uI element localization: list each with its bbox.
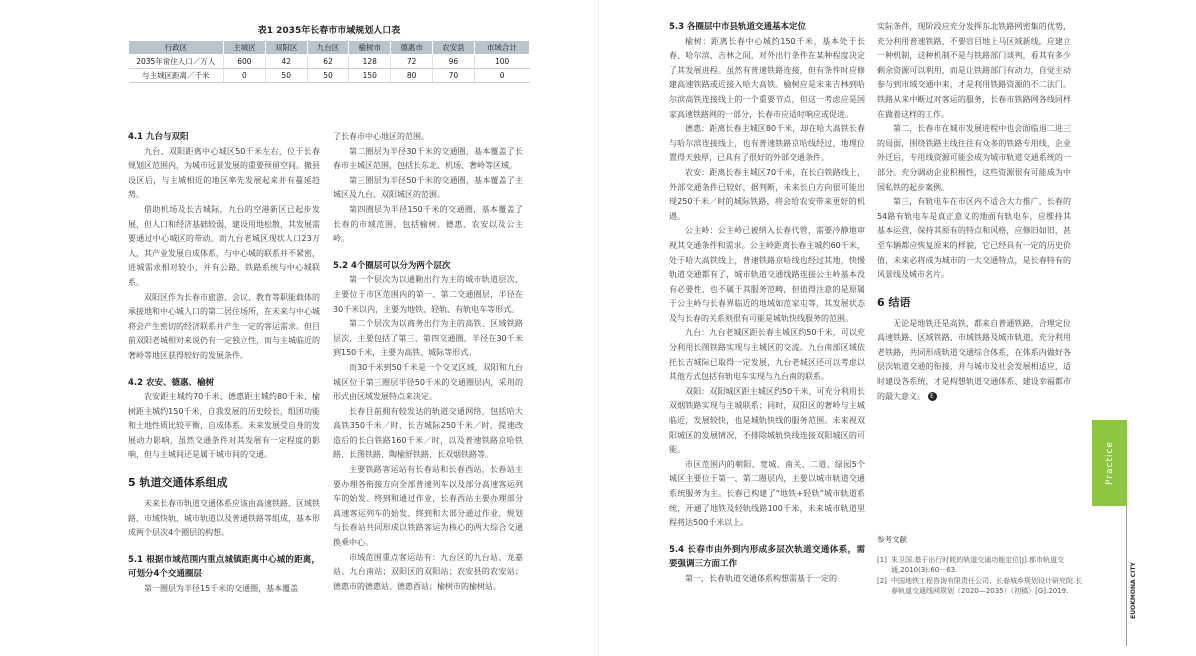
paragraph xyxy=(877,317,1071,405)
table-cell: 80 xyxy=(391,69,433,83)
paragraph: 第一圈层为半径15千米的交通圈，基本覆盖 xyxy=(144,584,299,594)
paragraph: 第一个层次为以通勤出行为主的城市轨道层次，主要位于市区范围内的第一、第二交通圈层，半径在30千米以内，主要为地铁、轻轨、有轨电车等形式。 xyxy=(333,275,523,314)
section-heading: 5.3 各圈层中市县轨道交通基本定位 xyxy=(669,22,807,32)
table-cell: 50 xyxy=(307,69,349,83)
table-cell: 42 xyxy=(265,55,307,69)
reference-text: 中国地铁工程咨询有限责任公司、长春城乡规划设计研究院.长春轨道交通线网规划（2020—2035）（初稿）[G].2019. xyxy=(891,576,1083,596)
references-title: 参考文献 xyxy=(877,535,907,544)
right-page xyxy=(598,0,1196,656)
right-column-1 xyxy=(669,20,865,650)
reference-number: [2] xyxy=(877,576,887,585)
table-row xyxy=(129,69,530,83)
table-caption: 表1 2035年长春市市域规划人口表 xyxy=(257,26,401,36)
reference-item xyxy=(877,555,1087,576)
reference-number: [1] xyxy=(877,555,887,564)
paragraph: 第三，有轨电车在市区内不适合大力推广，长春的54路有轨电车是真正意义的地面有轨电车，应维持其基本运营，保持其原有的特点和风格，应修旧如旧，甚至车辆都应恢复原来的样貌，它已经具有一定的历史价值，未来必将成为城市的一大交通特点，是长春特有的风景线及城市名片。 xyxy=(877,197,1071,280)
paragraph: 双阳：双阳城区距主城区约50千米，可充分利用长双烟铁路实现与主城联系；同时，双阳区的奢岭与主城临近，发展较快，也是城轨快线的服务范围。未来视双阳城区的发展情况，不排除城轨快线连接双阳城区的可能。 xyxy=(669,386,865,455)
paragraph: 公主岭：公主岭已被纳入长春代管，需要冷静地审视其交通条件和需求。公主岭距离长春主城约60千米，处于哈大高铁线上，普速铁路京哈线也经过其地，快慢轨道交通都有了，城市轨道交通线路连接公主岭基本没有必要性，也不属于其服务范畴，但值得注意的是原属于公主岭与长春界临近的地域如范家屯等，其发展状态及与长春的关系则很有可能是城轨快线服务的范围。 xyxy=(669,226,865,323)
section-heading: 5.2 4个圈层可以分为两个层次 xyxy=(333,260,451,271)
paragraph: 德惠：距离长春主城区80千米，却在哈大高铁长春与哈尔滨连接线上，也有普速铁路京哈线经过，地理位置得天独厚，已具有了很好的外部交通条件。 xyxy=(669,124,865,163)
table-header-row xyxy=(129,41,530,55)
table-cell: 150 xyxy=(349,69,391,83)
paragraph: 借助机场及长吉城际，九台的空港新区已起步发展，但人口和经济基础较弱，建设用地松散，其发展需要通过中心城区的带动。而九台老城区现状人口23万人，其产业发展自成体系，与中心城的联系并不紧密，进城需求相对较小，并有公路、铁路系统与中心城联系。 xyxy=(128,204,320,287)
table-cell: 600 xyxy=(224,55,266,69)
section-title: 6 结语 xyxy=(877,295,911,309)
practice-tab-label: Practice xyxy=(1104,441,1115,485)
table-header-cell: 行政区 xyxy=(129,41,224,55)
table-cell: 72 xyxy=(391,55,433,69)
paragraph: 而30千米到50千米是一个交叉区域，双阳和九台城区位于第三圈层半径50千米的交通圈层内，采用的形式由区域发展特点来决定。 xyxy=(333,362,523,402)
paragraph: 农安：距离长春主城区70千米，在长白铁路线上，外部交通条件已较好，据判断，未来长白方向很可能出现250千米／时的城际铁路，将会给农安带来更好的机遇。 xyxy=(669,167,865,221)
paragraph: 未来长春市轨道交通体系应该由高速铁路、区域铁路、市域快轨、城市轨道以及普通铁路等组成，基本形成两个层次4个圈层的构想。 xyxy=(128,499,320,538)
table-header-cell: 九台区 xyxy=(307,41,349,55)
section-heading: 4.1 九台与双阳 xyxy=(128,132,189,142)
paragraph: 九台、双阳距离中心城区50千米左右，位于长春规划区范围内，为城市远景发展的重要预留空间。撤县设区后，与主城相近的地区率先发展起来并有蔓延趋势。 xyxy=(128,146,320,200)
paragraph: 第二个层次为以商务出行为主的高铁、区域铁路层次，主要包括了第三、第四交通圈，半径在30千米到150千米，主要为高铁、城际等形式。 xyxy=(333,319,523,358)
section-heading: 4.2 农安、德惠、榆树 xyxy=(128,377,215,388)
side-vertical-wrap xyxy=(1128,540,1138,640)
paragraph: 双阳区作为长春市旅游、会议、教育等职能载体的承接地和中心城人口的第二居住场所，在未来与中心城将会产生密切的经济联系并产生一定的客运需求。但目前双阳老城相对来说仍有一定独立性，而与主城临近的奢岭等地区获得较好的发展条件。 xyxy=(128,292,320,360)
left-column-2 xyxy=(333,130,523,650)
table-cell: 100 xyxy=(474,55,529,69)
conclusion-text: 无论是地铁还是高铁，都来自普通铁路，合理定位高速铁路、区域铁路、市域铁路及城市轨道，充分利用老铁路，共同形成轨道交通综合体系，在体系内做好各层次轨道交通的衔接，并与城市及社会发展相适应，适时建设各系统，才是构想轨道交通体系、建设幸福都市的最大意义。 xyxy=(877,318,1071,401)
end-mark-icon: E xyxy=(928,392,937,401)
references xyxy=(877,535,1087,597)
table-cell: 62 xyxy=(307,55,349,69)
table-cell: 2035年常住人口／万人 xyxy=(129,55,224,69)
paragraph: 榆树：距离长春中心城约150千米，基本处于长春、哈尔滨、吉林之间，对外出行条件在某种程度决定了其发展进程。虽然有普速铁路连接，但有条件时应修建高速铁路或近接入哈大高铁。榆树应是未来吉林到哈尔滨高铁连接线上的一个重要节点，但这一考虑应是国家高速铁路网的一部分，长春市应适时响应或促进。 xyxy=(669,36,865,119)
table-cell: 0 xyxy=(474,69,529,83)
table-header-cell: 榆树市 xyxy=(349,41,391,55)
table-cell: 50 xyxy=(265,69,307,83)
table-header-cell: 市域合计 xyxy=(474,41,529,55)
table-header-cell: 主城区 xyxy=(224,41,266,55)
paragraph: 九台：九台老城区距长春主城区约50千米，可以充分利用长图铁路实现与主城区的交流。九台南部区域依托长吉城际已取得一定发展，九台老城区还可以考虑以其他方式包括有轨电车实现与九台南的联系。 xyxy=(669,328,865,382)
paragraph: 长春目前拥有较发达的轨道交通网络，包括哈大高铁350千米／时、长吉城际250千米／时，提速改造后的长白铁路160千米／时，以及普速铁路京哈铁路、长图铁路、陶榆舒铁路、长双烟铁路等。 xyxy=(333,406,523,460)
reference-text: 朱卫国.基于出行时耗的轨道交通功能定位[J].都市轨道交通,2010(3):60－63. xyxy=(891,555,1064,575)
practice-tab-label-wrap xyxy=(1092,420,1127,506)
table-cell: 70 xyxy=(432,69,474,83)
section-heading: 5.1 根据市域范围内重点城镇距离中心城的距离，可划分4个交通圈层 xyxy=(128,554,320,580)
population-table xyxy=(128,40,530,83)
table-cell: 与主城区距离／千米 xyxy=(129,69,224,83)
table-header-cell: 农安县 xyxy=(432,41,474,55)
right-column-2 xyxy=(877,20,1071,440)
section-title: 5 轨道交通体系组成 xyxy=(128,476,228,490)
paragraph: 主要铁路客运站有长春站和长春西站，长春站主要办理各衔接方向全部普速列车以及部分高速客运列车的始发、终到和通过作业，长春西站主要办理部分高速客运列车的始发、终到和大部分通过作业，规划与长春站共同形成以铁路客运为核心的两大综合交通换乘中心。 xyxy=(333,465,523,548)
paragraph: 第二圈层为半径30千米的交通圈，基本覆盖了长春市主城区范围，包括长东北、机场、奢岭等区域。 xyxy=(333,146,523,171)
table-row xyxy=(129,55,530,69)
paragraph: 市域范围重点客运站有：九台区的九台站、龙嘉站、九台南站；双阳区的双阳站；农安县的农安站；德惠市的德惠站、德惠西站；榆树市的榆树站。 xyxy=(333,552,523,591)
table-cell: 96 xyxy=(432,55,474,69)
table-cell: 128 xyxy=(349,55,391,69)
left-column-1 xyxy=(128,130,320,650)
paragraph: 实际条件，现阶段应充分发挥东北铁路网密集的优势，充分利用普速铁路，不要盲目地上马区域新线。应建立一种机制，这种机制不是与铁路部门谈判，看其有多少剩余资源可以利用，而是让铁路部门有动力，自觉主动参与到市域交通中来，才是利用铁路资源的不二法门。铁路从来中断过对客运的服务，长春市铁路网各线同样在做着这样的工作。 xyxy=(877,22,1071,119)
paragraph: 第二，长春市在城市发展进程中也会面临退二进三的局面，围绕铁路主线往往有众多的铁路专用线，企业外迁后，专用线资源可能会成为城市轨道交通系统的一部分。充分调动企业积极性，这些资源很有可能成为中国私铁的起步案例。 xyxy=(877,124,1071,192)
table-cell: 0 xyxy=(224,69,266,83)
section-heading: 5.4 长春市由外到内形成多层次轨道交通体系，需要强调三方面工作 xyxy=(669,544,865,570)
table-header-cell: 双阳区 xyxy=(265,41,307,55)
paragraph: 第三圈层为半径50千米的交通圈，基本覆盖了主城区及九台、双阳城区的范围。 xyxy=(333,175,523,200)
paragraph: 第四圈层为半径150千米的交通圈，基本覆盖了长春的市域范围，包括榆树、德惠、农安以及公主岭。 xyxy=(333,204,523,244)
paragraph: 农安距主城约70千米、德惠距主城约80千米、榆树距主城约150千米，自我发展的历史较长，组团功能和土地性质比较平衡，自成体系。未来发展受自身的发展动力影响，虽然交通条件对其发展有一定程度的影响，但与主城间还是属于城市间的交通。 xyxy=(128,392,320,460)
table-header-cell: 德惠市 xyxy=(391,41,433,55)
reference-item xyxy=(877,576,1087,597)
journal-side-text: EUOKMONA CITY xyxy=(1129,561,1137,619)
paragraph: 市区范围内的朝阳、宽城、南关、二道、绿园5个城区主要位于第一、第二圈层内，主要以城市轨道交通系统服务为主。长春已构建了“地铁+轻轨”城市轨道系统，开通了地铁及轻轨线路100千米，未来城市轨道里程将达500千米以上。 xyxy=(669,459,865,528)
paragraph: 了长春市中心地区的范围。 xyxy=(333,132,429,141)
paragraph: 第一，长春轨道交通体系构想需基于一定的 xyxy=(685,573,837,583)
side-divider xyxy=(1126,506,1127,646)
